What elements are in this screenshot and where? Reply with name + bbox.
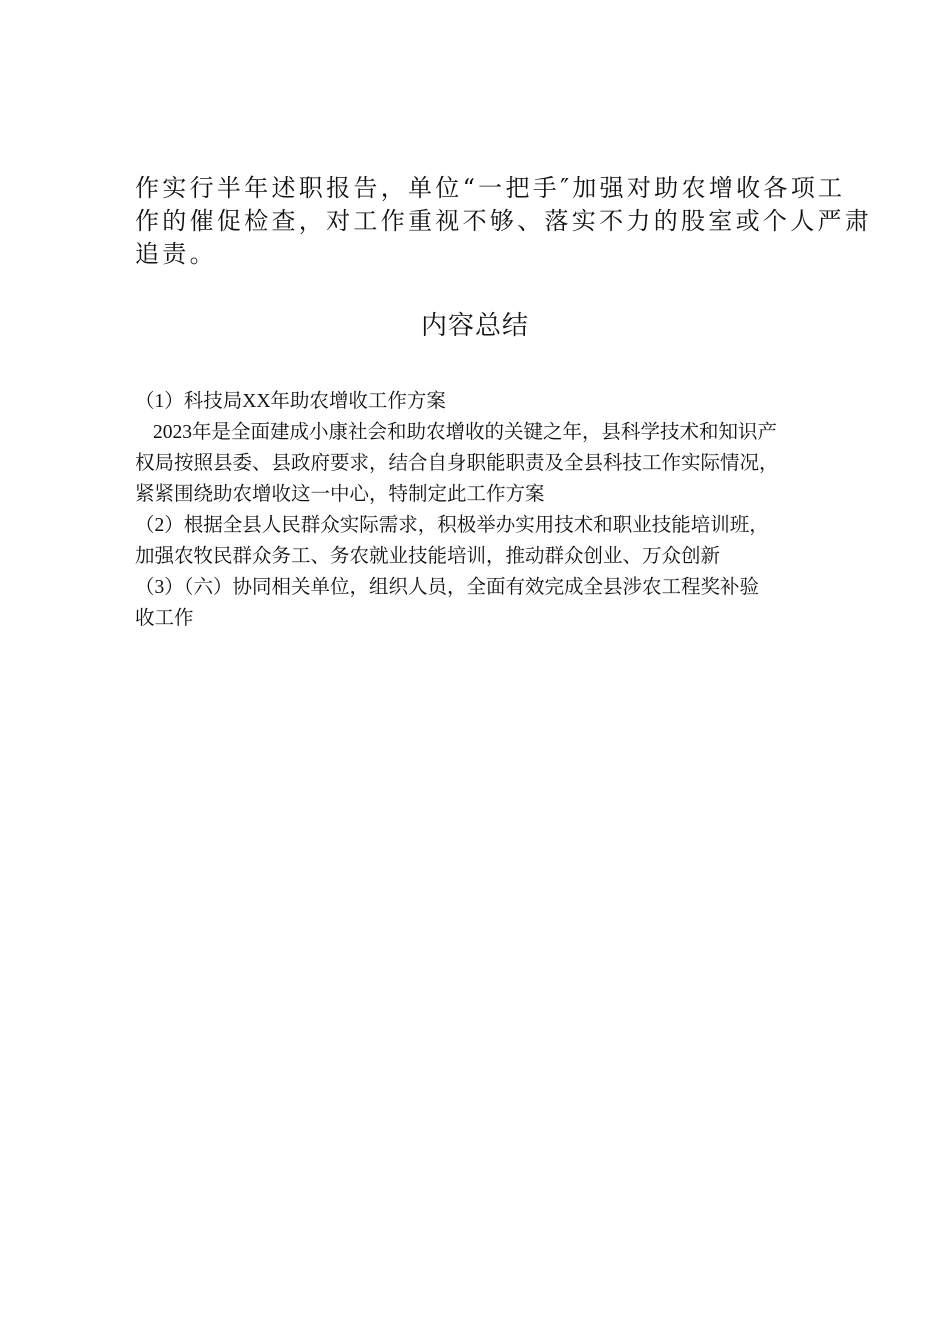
summary-line: （2）根据全县人民群众实际需求，积极举办实用技术和职业技能培训班，	[135, 515, 769, 536]
intro-line: 作的催促检查，对工作重视不够、落实不力的股室或个人严肃	[135, 207, 873, 235]
intro-paragraph	[135, 172, 873, 271]
summary-line: 权局按照县委、县政府要求，结合自身职能职责及全县科技工作实际情况，	[135, 453, 779, 474]
summary-heading: 内容总结	[420, 311, 529, 341]
summary-line: 加强农牧民群众务工、务农就业技能培训，推动群众创业、万众创新	[135, 546, 721, 567]
summary-line: 2023年是全面建成小康社会和助农增收的关键之年，县科学技术和知识产	[153, 422, 778, 443]
summary-line: （3）（六）协同相关单位，组织人员，全面有效完成全县涉农工程奖补验	[135, 577, 760, 598]
intro-line: 追责。	[135, 240, 217, 268]
summary-body	[135, 386, 835, 634]
summary-line: （1）科技局XX年助农增收工作方案	[135, 391, 446, 412]
intro-line: 作实行半年述职报告，单位“一把手″加强对助农增收各项工	[135, 174, 846, 202]
summary-line: 收工作	[135, 608, 194, 629]
summary-line: 紧紧围绕助农增收这一中心，特制定此工作方案	[135, 484, 545, 505]
